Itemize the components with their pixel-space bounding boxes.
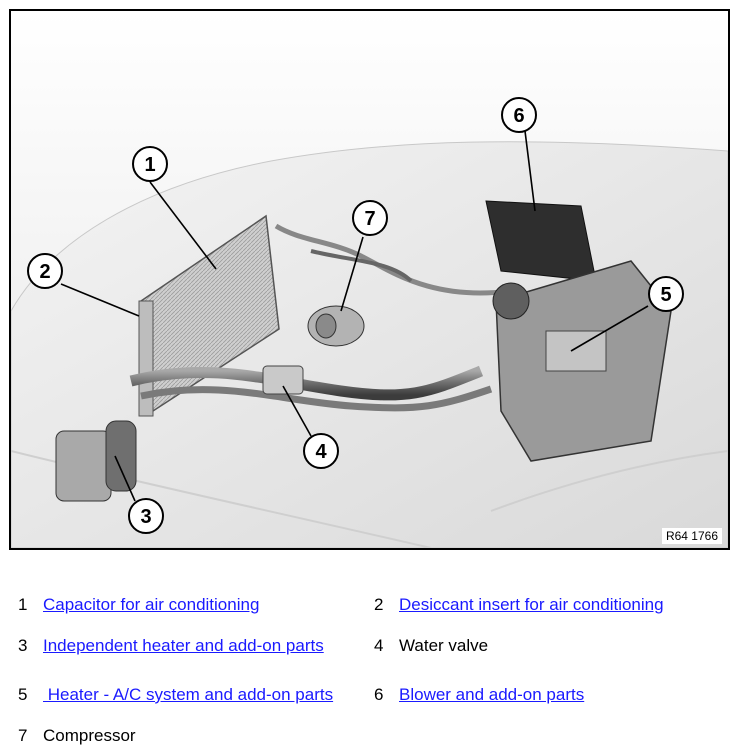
legend-link-heater-ac-system[interactable]: Heater - A/C system and add-on parts — [43, 685, 334, 704]
legend-link-independent-heater[interactable]: Independent heater and add-on parts — [43, 636, 324, 655]
figure-reference-code: R64 1766 — [662, 528, 722, 544]
legend-number: 1 — [18, 595, 28, 614]
legend-link-blower[interactable]: Blower and add-on parts — [399, 685, 585, 704]
legend-number: 7 — [18, 726, 28, 745]
callout-6 — [502, 98, 536, 132]
legend-number: 5 — [18, 685, 28, 704]
callout-5 — [649, 277, 683, 311]
callout-7-label: 7 — [364, 208, 376, 230]
callout-2 — [28, 254, 62, 288]
legend-number: 4 — [374, 636, 384, 655]
callout-4-label: 4 — [315, 441, 327, 463]
heater-ac-housing-panel — [546, 331, 606, 371]
callout-2-label: 2 — [39, 261, 51, 283]
callout-7 — [353, 201, 387, 235]
callout-6-label: 6 — [513, 105, 525, 127]
compressor-pulley — [316, 314, 336, 338]
callout-5-label: 5 — [660, 284, 672, 306]
callout-3-label: 3 — [140, 506, 152, 528]
heater-ac-fan — [493, 283, 529, 319]
legend-number: 2 — [374, 595, 384, 614]
legend-number: 3 — [18, 636, 28, 655]
blower-part — [486, 201, 596, 281]
independent-heater-canister — [106, 421, 136, 491]
callout-3 — [129, 499, 163, 533]
legend-number: 6 — [374, 685, 384, 704]
water-valve-part — [263, 366, 303, 394]
diagram-figure — [9, 9, 730, 550]
callout-4 — [304, 434, 338, 468]
independent-heater-part — [56, 431, 111, 501]
callout-1-label: 1 — [144, 154, 156, 176]
desiccant-canister-part — [139, 301, 153, 416]
legend-label-compressor: Compressor — [43, 726, 136, 745]
legend-link-capacitor[interactable]: Capacitor for air conditioning — [43, 595, 260, 614]
callout-1 — [133, 147, 167, 181]
legend-label-water-valve: Water valve — [399, 636, 489, 655]
legend-link-desiccant-insert[interactable]: Desiccant insert for air conditioning — [399, 595, 664, 614]
diagram-illustration — [11, 11, 728, 548]
